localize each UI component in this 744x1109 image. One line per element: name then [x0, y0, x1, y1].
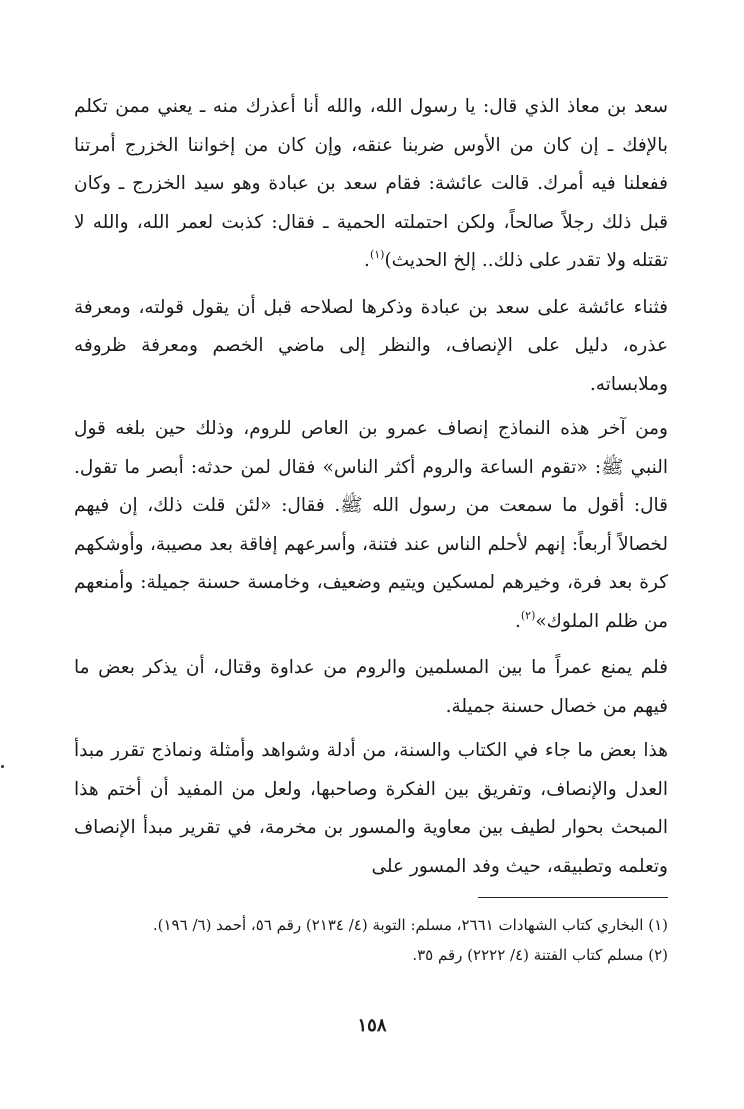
paragraph-4 — [74, 649, 668, 726]
paragraph-text: هذا بعض ما جاء في الكتاب والسنة، من أدلة وشواهد وأمثلة ونماذج تقرر مبدأ العدل والإنصاف، وتفريق بين الفكرة وصاحبها، ولعل من المفيد أن أختم هذا المبحث بحوار لطيف بين معاوية والمسور بن مخرمة، في تقرير مبدأ الإنصاف وتعلمه وتطبيقه، حيث وفد المسور على — [74, 740, 668, 877]
paragraph-2 — [74, 289, 668, 405]
footnote-2: (٢) مسلم كتاب الفتنة (٤/ ٢٢٢٢) رقم ٣٥. — [412, 946, 668, 964]
paragraph-5 — [74, 732, 668, 886]
footnote-1: (١) البخاري كتاب الشهادات ٢٦٦١، مسلم: التوبة (٤/ ٢١٣٤) رقم ٥٦، أحمد (٦/ ١٩٦). — [152, 916, 668, 934]
paragraph-text: فلم يمنع عمراً ما بين المسلمين والروم من عداوة وقتال، أن يذكر بعض ما فيهم من خصال حسنة جميلة. — [74, 657, 668, 717]
paragraph-1 — [74, 88, 668, 283]
main-text — [74, 88, 668, 886]
scan-mark — [1, 765, 4, 768]
page-number: ١٥٨ — [357, 1015, 387, 1036]
paragraph-text: فثناء عائشة على سعد بن عبادة وذكرها لصلاحه قبل أن يقول قولته، ومعرفة عذره، دليل على الإنصاف، والنظر إلى ماضي الخصم ومعرفة ظروفه وملابساته. — [74, 296, 668, 395]
paragraph-end: . — [514, 610, 521, 632]
footnote-ref-2[interactable]: (٢) — [520, 608, 536, 622]
paragraph-text: ومن آخر هذه النماذج إنصاف عمرو بن العاص للروم، وذلك حين بلغه قول النبي ﷺ: «تقوم الساعة والروم أكثر الناس» فقال لمن حدثه: أبصر ما تقول. قال: أقول ما سمعت من رسول الله ﷺ. فقال: «لئن قلت ذلك، إن فيهم لخصالاً أربعاً: إنهم لأحلم الناس عند فتنة، وأسرعهم إفاقة بعد مصيبة، وأوشكهم كرة بعد فرة، وخيرهم لمسكين ويتيم وضعيف، وخامسة حسنة جميلة: وأمنعهم من ظلم الملوك» — [74, 418, 668, 632]
paragraph-end: . — [364, 250, 370, 271]
footnote-separator — [478, 897, 668, 898]
footnotes — [74, 912, 668, 972]
paragraph-3 — [74, 410, 668, 643]
footnote-ref-1[interactable]: (١) — [369, 248, 385, 261]
paragraph-text: سعد بن معاذ الذي قال: يا رسول الله، والله أنا أعذرك منه ـ يعني ممن تكلم بالإفك ـ إن كان من الأوس ضربنا عنقه، وإن كان من إخواننا الخزرج أمرتنا ففعلنا فيه أمرك. قالت عائشة: فقام سعد بن عبادة وهو سيد الخزرج ـ وكان قبل ذلك رجلاً صالحاً، ولكن احتملته الحمية ـ فقال: كذبت لعمر الله، والله لا تقتله ولا تقدر على ذلك.. إلخ الحديث) — [74, 96, 668, 271]
